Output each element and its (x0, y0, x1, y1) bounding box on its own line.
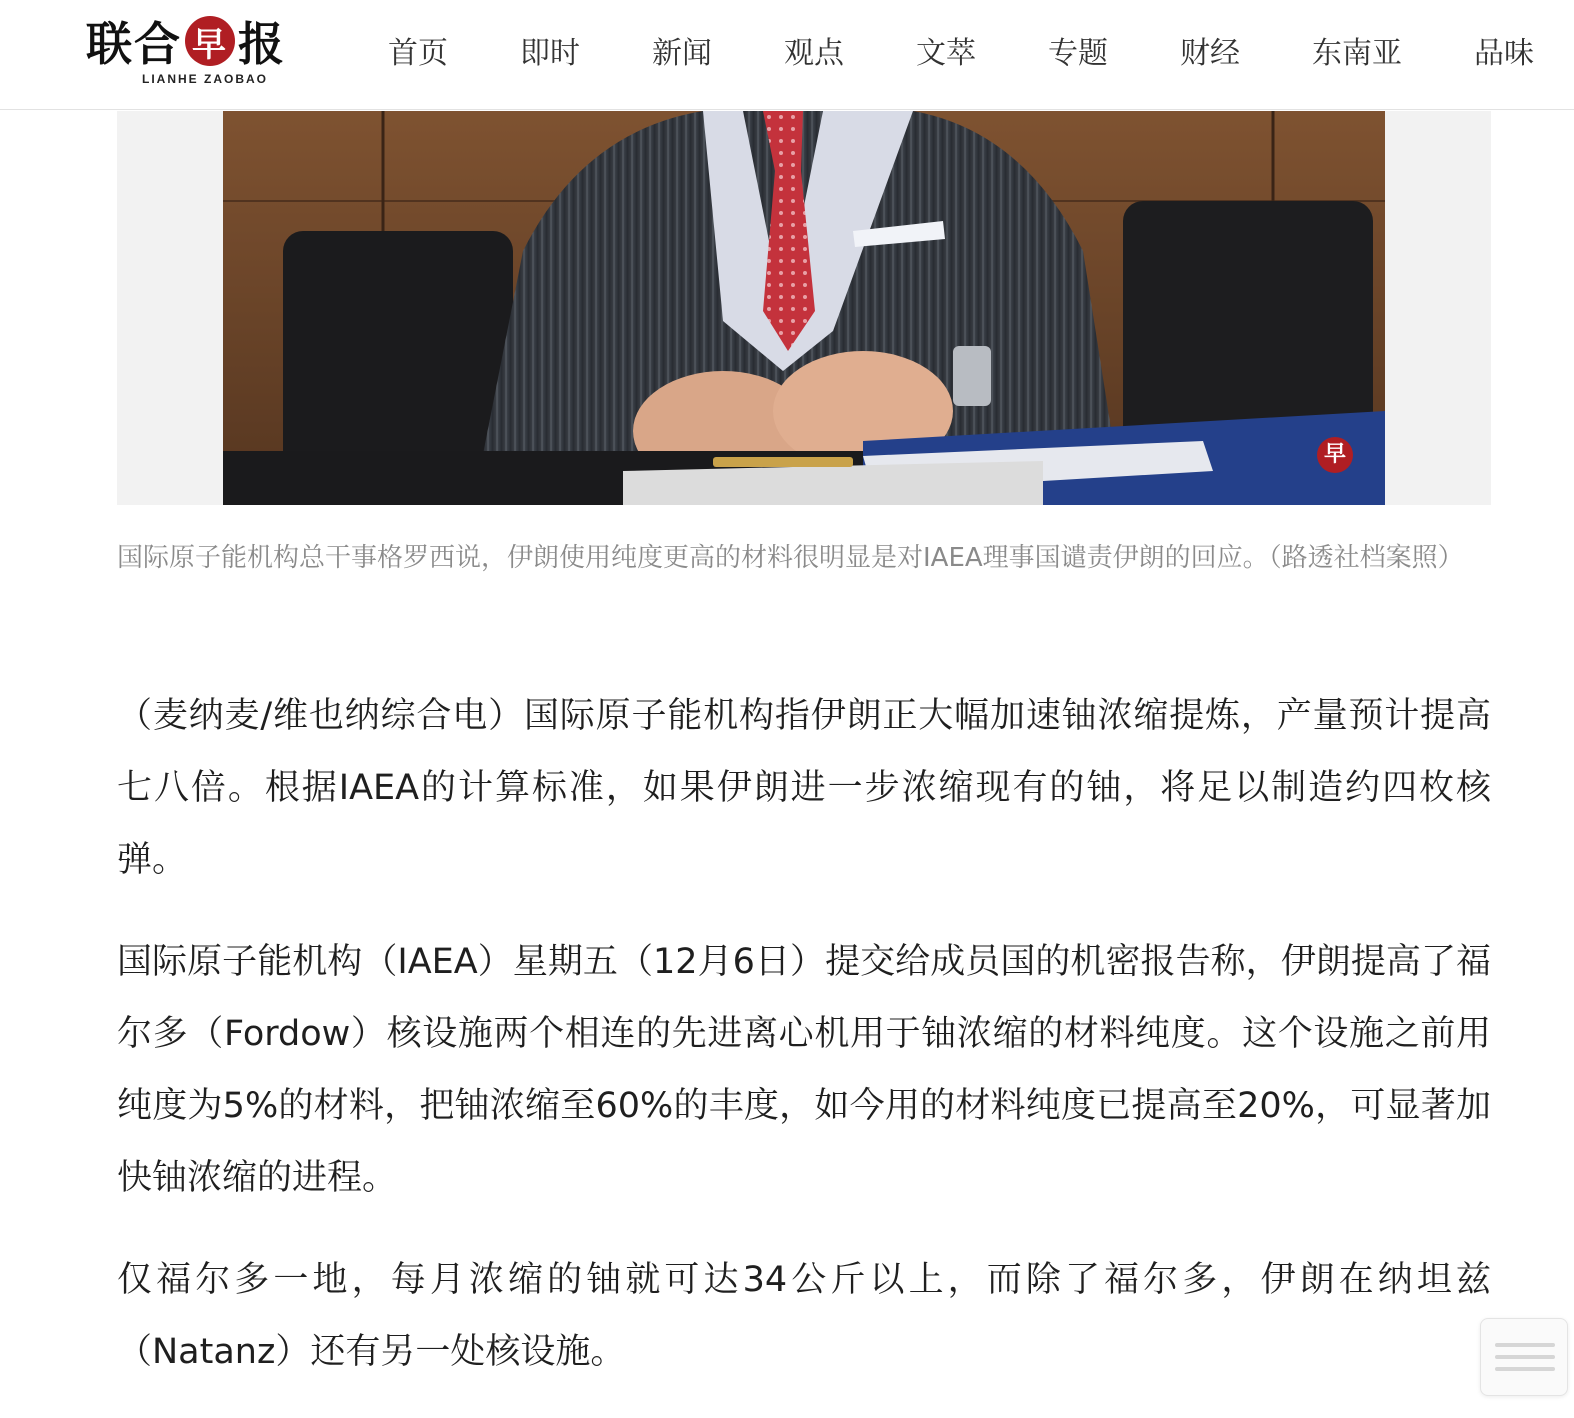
nav-item-lifestyle[interactable]: 品味 (1474, 36, 1534, 71)
article-photo-frame (117, 111, 1491, 505)
site-header (0, 0, 1574, 110)
article-body (117, 680, 1491, 1418)
article-paragraph: 仅福尔多一地，每月浓缩的铀就可达34公斤以上，而除了福尔多，伊朗在纳坦兹（Natanz）还有另一处核设施。 (117, 1260, 1491, 1372)
logo-wordmark (86, 12, 286, 70)
nav-item-special[interactable]: 专题 (1048, 36, 1108, 71)
article-photo[interactable] (223, 111, 1385, 505)
logo-char: 合 (134, 17, 182, 71)
nav-item-finance[interactable]: 财经 (1180, 36, 1240, 71)
nav-item-home[interactable]: 首页 (388, 36, 448, 71)
article-paragraph: 国际原子能机构（IAEA）星期五（12月6日）提交给成员国的机密报告称，伊朗提高了福尔多（Fordow）核设施两个相连的先进离心机用于铀浓缩的材料纯度。这个设施之前用纯度为5%的材料，把铀浓缩至60%的丰度，如今用的材料纯度已提高至20%，可显著加快铀浓缩的进程。 (117, 942, 1491, 1198)
article-paragraph: （麦纳麦/维也纳综合电）国际原子能机构指伊朗正大幅加速铀浓缩提炼，产量预计提高七八倍。根据IAEA的计算标准，如果伊朗进一步浓缩现有的铀，将足以制造约四枚核弹。 (117, 696, 1491, 880)
nav-item-opinion[interactable]: 观点 (784, 36, 844, 71)
photo-caption: 国际原子能机构总干事格罗西说，伊朗使用纯度更高的材料很明显是对IAEA理事国谴责伊朗的回应。（路透社档案照） (117, 543, 1464, 573)
logo-english: LIANHE ZAOBAO (142, 72, 268, 86)
nav-item-digest[interactable]: 文萃 (916, 36, 976, 71)
logo-seal-icon: 早 (185, 16, 235, 66)
logo-char: 联 (86, 17, 134, 71)
nav-item-news[interactable]: 新闻 (652, 36, 712, 71)
photo-illustration (223, 111, 1385, 505)
main-nav (388, 0, 1574, 100)
nav-item-southeast-asia[interactable]: 东南亚 (1312, 36, 1402, 71)
scroll-handle[interactable] (1480, 1318, 1568, 1396)
photo-watermark-icon: 早 (1324, 442, 1347, 467)
logo-char: 报 (238, 17, 286, 71)
nav-item-realtime[interactable]: 即时 (520, 36, 580, 71)
site-logo[interactable] (86, 12, 316, 88)
